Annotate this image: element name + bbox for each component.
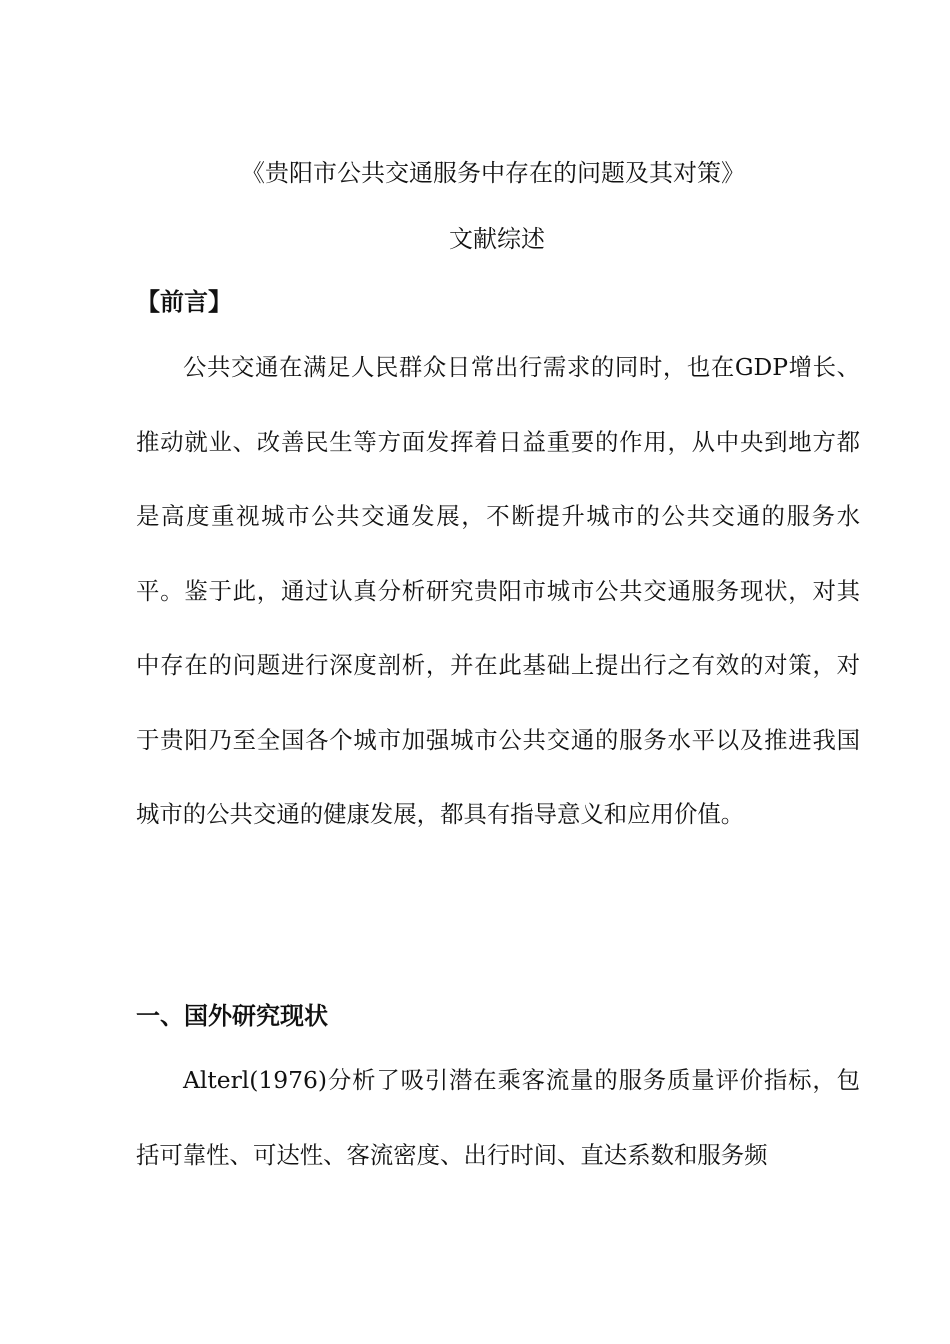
- section-heading-foreign-research: 一、国外研究现状: [136, 1002, 328, 1030]
- section-heading-preface: 【前言】: [136, 288, 232, 316]
- document-subtitle: 文献综述: [449, 225, 545, 253]
- preface-paragraph: 公共交通在满足人民群众日常出行需求的同时，也在GDP增长、推动就业、改善民生等方面发挥着日益重要的作用，从中央到地方都是高度重视城市公共交通发展，不断提升城市的公共交通的服务水平。鉴于此，通过认真分析研究贵阳市城市公共交通服务现状，对其中存在的问题进行深度剖析，并在此基础上提出行之有效的对策，对于贵阳乃至全国各个城市加强城市公共交通的服务水平以及推进我国城市的公共交通的健康发展，都具有指导意义和应用价值。: [136, 353, 860, 828]
- document-title: 《贵阳市公共交通服务中存在的问题及其对策》: [241, 159, 745, 187]
- foreign-research-paragraph: Alterl(1976)分析了吸引潜在乘客流量的服务质量评价指标，包括可靠性、可达性、客流密度、出行时间、直达系数和服务频: [136, 1066, 860, 1169]
